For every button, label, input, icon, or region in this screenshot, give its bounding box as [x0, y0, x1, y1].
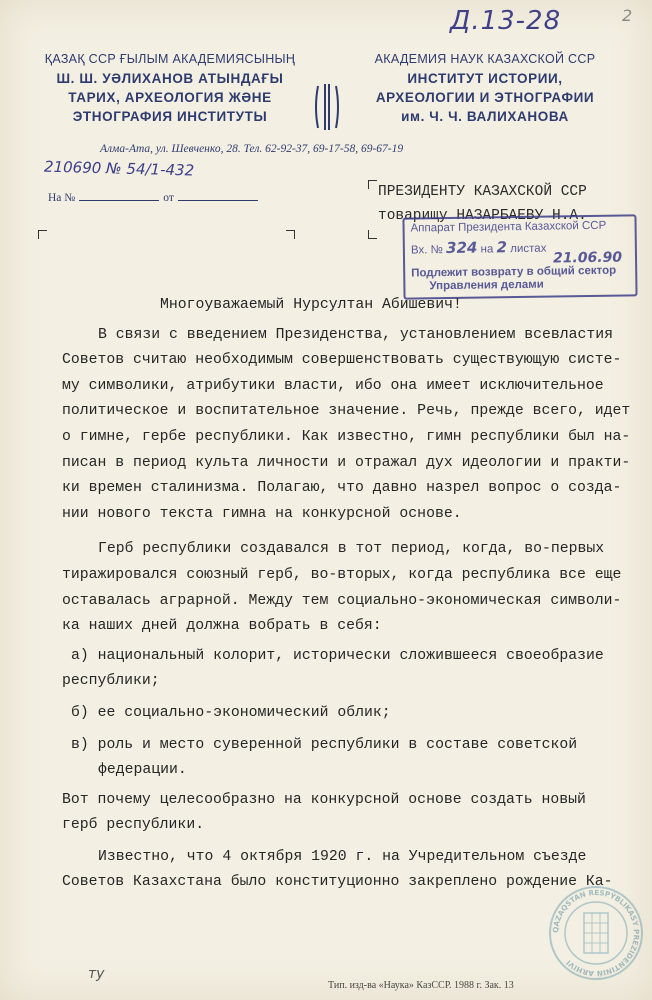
paragraph-line: ка наших дней должна вобрать в себя:: [62, 618, 382, 635]
letter-body: [62, 293, 632, 896]
seal-ring-text: QAZAQSTAN RESPÝBLIKASY PREZIDENTINIŃ ARHIVI: [550, 887, 642, 979]
paragraph-line: писан в период культа личности и отражал дух идеологии и практи-: [62, 454, 631, 471]
letterhead-kazakh-line1: ҚАЗАҚ ССР ҒЫЛЫМ АКАДЕМИЯСЫНЫҢ: [44, 52, 296, 66]
paragraph-line: Известно, что 4 октября 1920 г. на Учредительном съезде: [98, 848, 587, 865]
stamp-return-note: Подлежит возврату в общий сектор: [411, 264, 617, 280]
letterhead-russian-line4: им. Ч. Ч. ВАЛИХАНОВА: [401, 109, 569, 124]
stamp-sheets-label: листах: [510, 242, 547, 256]
paragraph-line: оставалась аграрной. Между тем социально-экономическая символи-: [62, 592, 622, 609]
paragraph-line: му символики, атрибутики власти, ибо она имеет исключительное: [62, 377, 604, 394]
stamp-office: Аппарат Президента Казахской ССР: [410, 219, 607, 235]
addressee-line2: товарищу НАЗАРБАЕВУ Н.А.: [378, 208, 587, 224]
paragraph-line: Герб республики создавался в тот период, когда, во-первых: [98, 541, 605, 558]
reference-line: [48, 192, 308, 204]
letterhead-kazakh-line2: Ш. Ш. УӘЛИХАНОВ АТЫНДАҒЫ: [56, 71, 284, 86]
letterhead-russian-line3: АРХЕОЛОГИИ И ЭТНОГРАФИИ: [375, 90, 595, 105]
incoming-registration-stamp: [402, 214, 637, 299]
handwritten-outgoing-number: 210690 № 54/1-432: [43, 157, 195, 180]
reference-date-blank: [178, 200, 258, 201]
reference-number-blank: [79, 200, 159, 201]
paragraph-line: тиражировался союзный герб, во-вторых, когда республика все еще: [62, 566, 622, 583]
reference-number-label: На №: [48, 192, 76, 204]
paragraph-line: о гимне, гербе республики. Как известно, гимн республики был на-: [62, 428, 631, 445]
paragraph-line: В связи с введением Президенства, установлением всевластия: [98, 326, 614, 343]
stamp-incoming-number: 324: [445, 238, 478, 258]
stamp-incoming-label: Вх. №: [410, 244, 444, 257]
paragraph-line: герб республики.: [62, 817, 205, 834]
institute-emblem-icon: [312, 82, 342, 132]
archive-file-code: Д.13-28: [450, 6, 562, 36]
paragraph-line: политическое и воспитательное значение. Речь, прежде всего, идет: [62, 403, 631, 420]
stamp-department: Управления делами: [429, 278, 544, 293]
letterhead-russian-line2: ИНСТИТУТ ИСТОРИИ,: [407, 71, 563, 86]
corner-mark: [368, 180, 377, 189]
list-item-c: в) роль и место суверенной республики в составе советской: [71, 736, 578, 753]
letterhead-kazakh-line4: ЭТНОГРАФИЯ ИНСТИТУТЫ: [72, 109, 268, 124]
letterhead-russian-line1: АКАДЕМИЯ НАУК КАЗАХСКОЙ ССР: [374, 52, 596, 66]
letterhead-kazakh-line3: ТАРИХ, АРХЕОЛОГИЯ ЖӘНЕ: [68, 90, 272, 105]
letterhead: [0, 50, 652, 145]
reference-from-label: от: [163, 192, 174, 204]
paragraph-line: Советов считаю необходимым совершенствовать существующую систе-: [62, 352, 622, 369]
paragraph-line: нии нового текста гимна на конкурсной основе.: [62, 505, 462, 522]
addressee-line1: ПРЕЗИДЕНТУ КАЗАХСКОЙ ССР: [378, 184, 587, 200]
list-item-a-continued: республики;: [62, 673, 160, 690]
list-item-c-continued: федерации.: [98, 762, 187, 779]
paragraph-line: Вот почему целесообразно на конкурсной основе создать новый: [62, 791, 586, 808]
salutation: Многоуважаемый Нурсултан Абишевич!: [160, 297, 462, 313]
list-item-a: а) национальный колорит, исторически сложившееся своеобразие: [71, 647, 604, 664]
presidential-archive-seal: [548, 885, 644, 981]
corner-mark: [286, 230, 295, 239]
institute-address: Алма-Ата, ул. Шевченко, 28. Тел. 62-92-37, 69-17-58, 69-67-19: [100, 143, 404, 155]
stamp-date: 21.06.90: [552, 249, 623, 267]
letterhead-russian: [360, 50, 610, 126]
paragraph-line: ки времен сталинизма. Полагаю, что давно назрел вопрос о созда-: [62, 480, 622, 497]
handwritten-initials: ту: [88, 966, 105, 982]
letterhead-kazakh: [40, 50, 300, 126]
page-number: 2: [622, 6, 633, 25]
stamp-on-label: на: [480, 243, 494, 256]
corner-mark: [38, 230, 47, 239]
stamp-sheets-count: 2: [496, 238, 508, 257]
list-item-b: б) ее социально-экономический облик;: [71, 704, 391, 721]
corner-mark: [368, 230, 377, 239]
print-shop-imprint: Тип. изд-ва «Наука» КазССР. 1988 г. Зак. 13: [328, 980, 514, 991]
paragraph-line: Советов Казахстана было конституционно закреплено рождение Ка-: [62, 874, 613, 891]
